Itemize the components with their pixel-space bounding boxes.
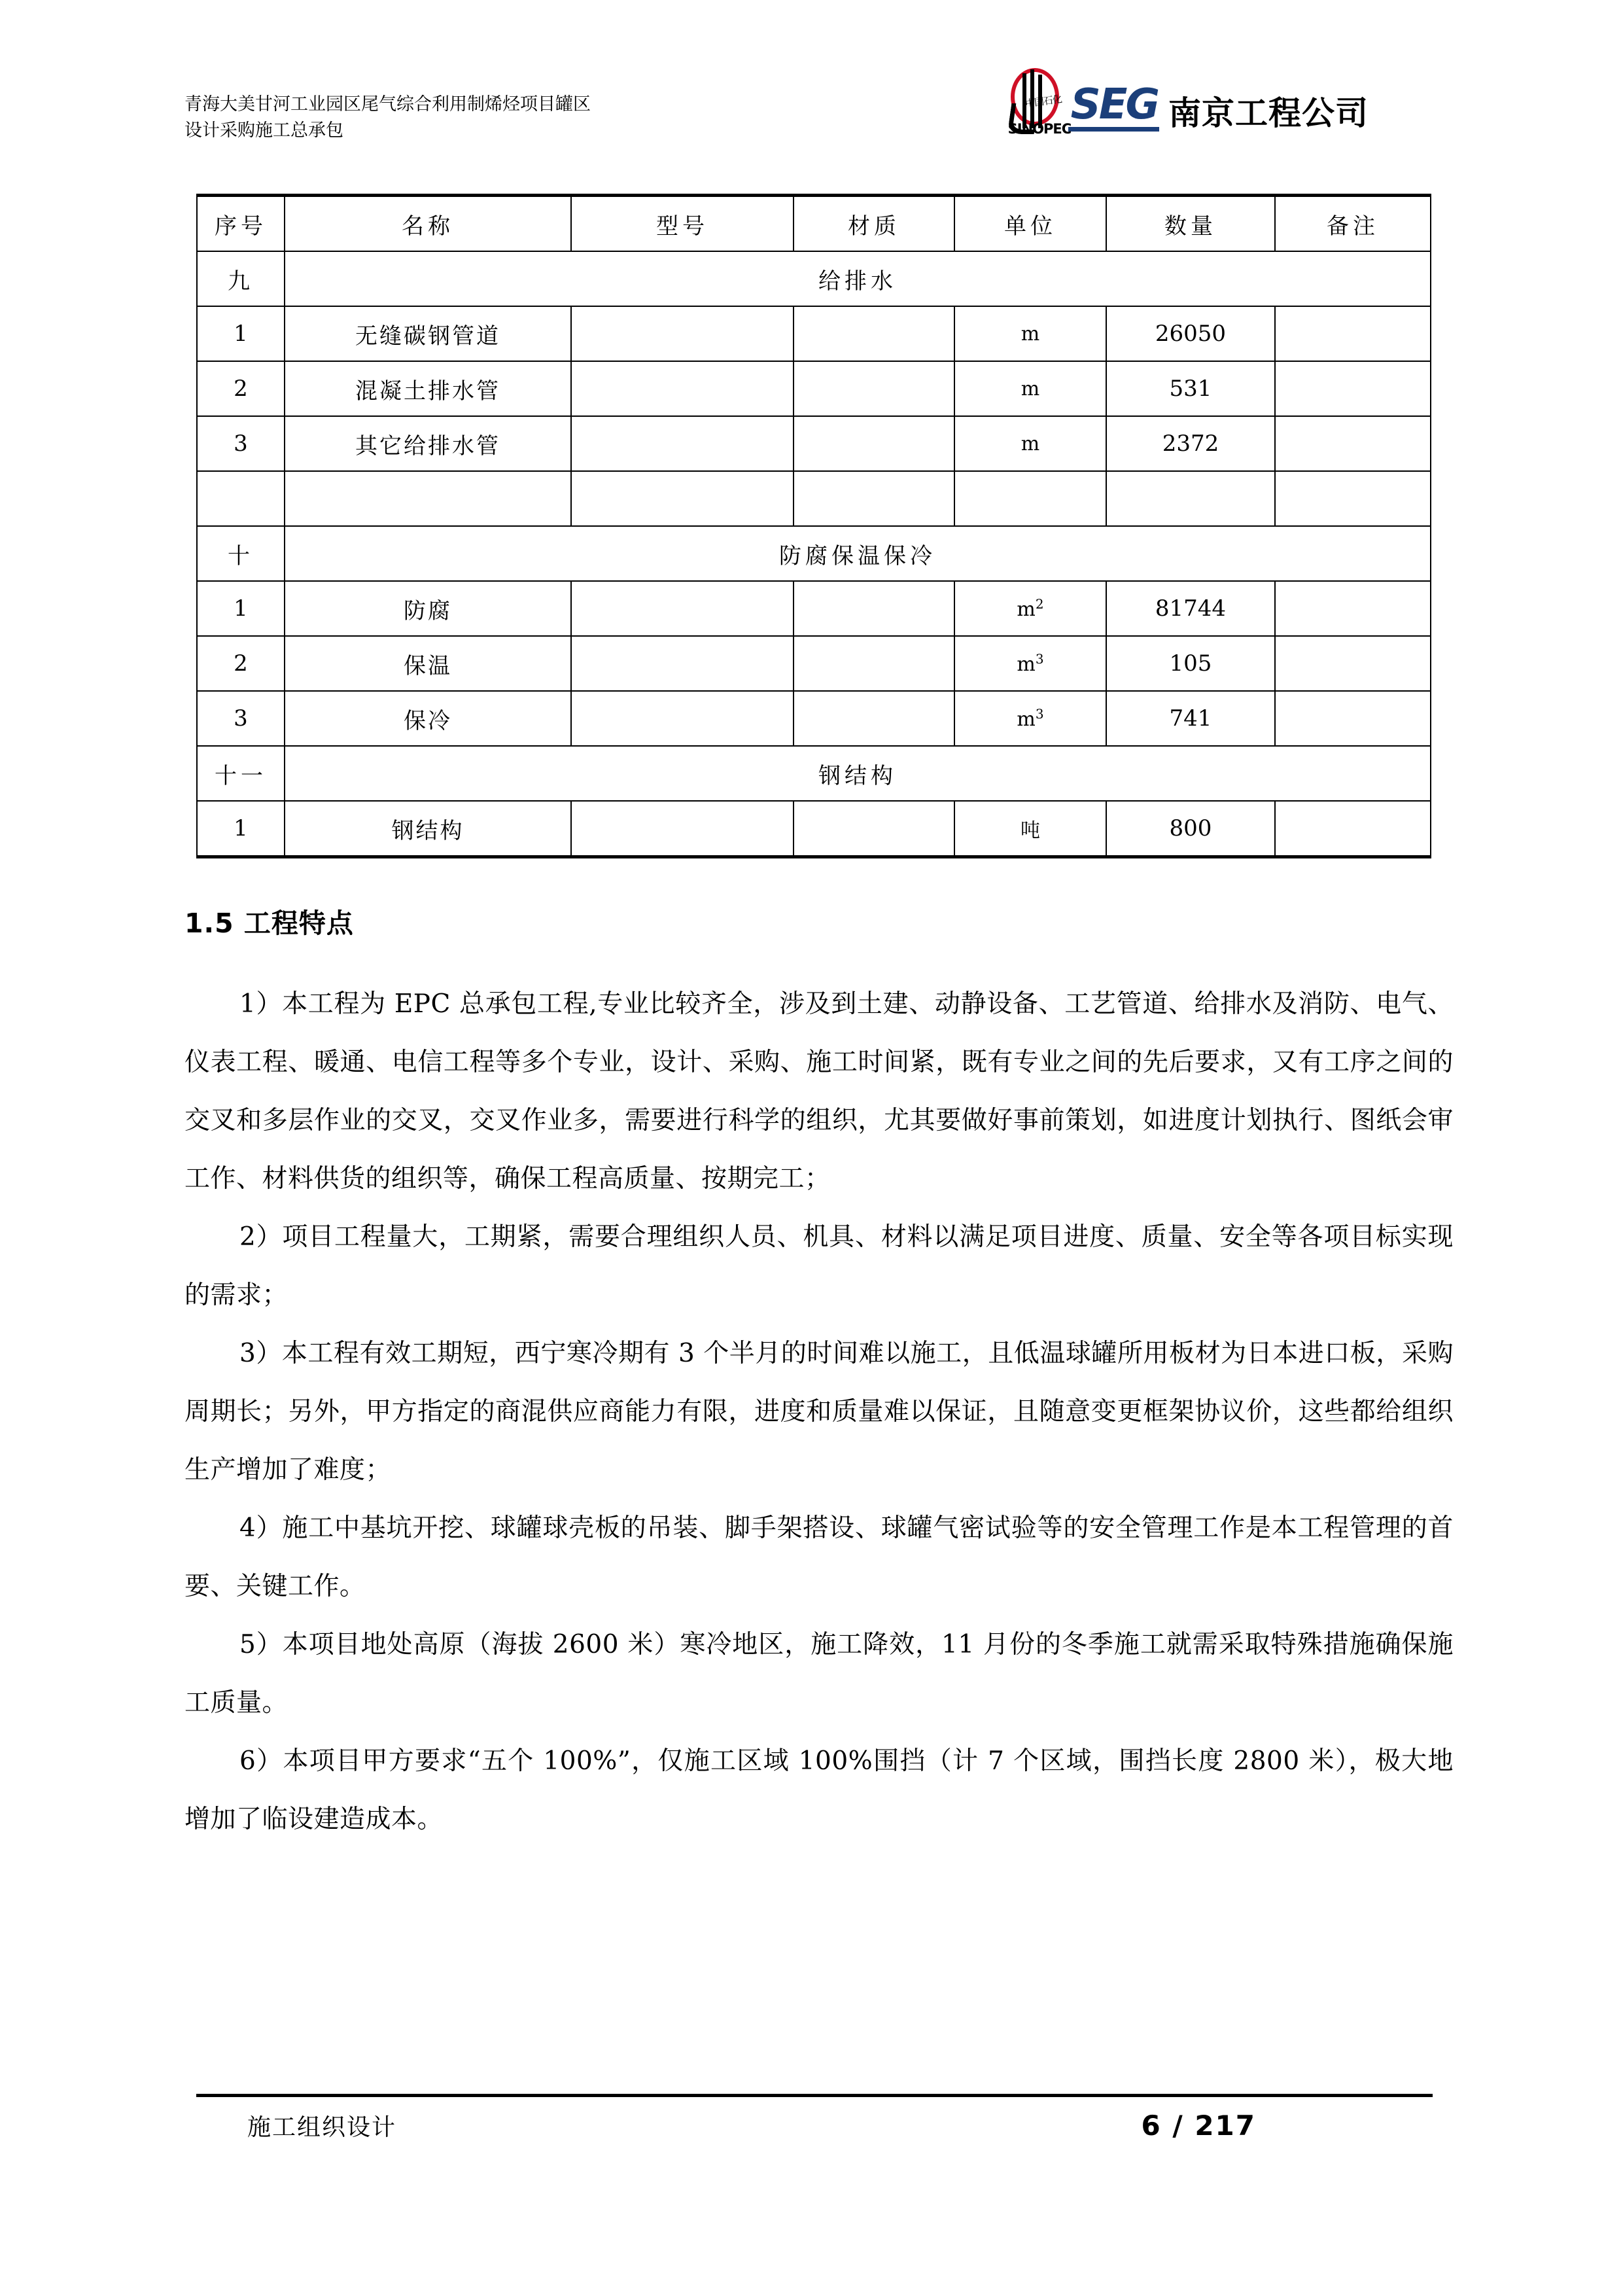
section-heading: 1.5 工程特点 xyxy=(184,908,354,939)
cell-unit: m xyxy=(954,416,1106,471)
cell-unit: 吨 xyxy=(954,801,1106,857)
cell-name: 无缝碳钢管道 xyxy=(285,306,571,361)
cell-material xyxy=(794,361,954,416)
table-row xyxy=(197,361,1431,416)
cell-name: 钢结构 xyxy=(285,801,571,857)
cell-material xyxy=(794,801,954,857)
cell-qty: 800 xyxy=(1106,801,1275,857)
table-row xyxy=(197,691,1431,746)
unit-text: m xyxy=(1017,598,1036,621)
cell-no xyxy=(197,471,285,526)
group-title: 防腐保温保冷 xyxy=(285,526,1431,581)
footer-document-name: 施工组织设计 xyxy=(247,2114,397,2141)
unit-text: m xyxy=(1017,708,1036,731)
cell-name: 保冷 xyxy=(285,691,571,746)
cell-name xyxy=(285,471,571,526)
group-no: 九 xyxy=(197,251,285,306)
cell-unit xyxy=(954,471,1106,526)
cell-qty: 741 xyxy=(1106,691,1275,746)
cell-model xyxy=(571,581,794,636)
group-no: 十 xyxy=(197,526,285,581)
cell-model xyxy=(571,416,794,471)
cell-material xyxy=(794,306,954,361)
paragraph-4: 4）施工中基坑开挖、球罐球壳板的吊装、脚手架搭设、球罐气密试验等的安全管理工作是本工程管理的首要、关键工作。 xyxy=(184,1513,1454,1601)
cell-remark xyxy=(1275,801,1431,857)
cell-no: 1 xyxy=(197,306,285,361)
section-body xyxy=(184,975,1454,1848)
cell-remark xyxy=(1275,416,1431,471)
cell-remark xyxy=(1275,691,1431,746)
unit-exponent: 3 xyxy=(1035,651,1044,667)
logo-company-name: 南京工程公司 xyxy=(1168,94,1369,132)
quantity-table xyxy=(196,194,1431,858)
paragraph-3: 3）本工程有效工期短，西宁寒冷期有 3 个半月的时间难以施工，且低温球罐所用板材为日本进口板，采购周期长；另外，甲方指定的商混供应商能力有限，进度和质量难以保证，且随意变更框架协议价，这些都给组织生产增加了难度； xyxy=(184,1339,1454,1485)
cell-name: 其它给排水管 xyxy=(285,416,571,471)
sinopec-seg-logo xyxy=(1005,65,1369,137)
header-project-title xyxy=(184,77,773,144)
group-no: 十一 xyxy=(197,746,285,801)
cell-model xyxy=(571,636,794,691)
cell-remark xyxy=(1275,361,1431,416)
cell-material xyxy=(794,691,954,746)
cell-no: 2 xyxy=(197,636,285,691)
page-header xyxy=(184,77,1447,144)
column-header-name: 名称 xyxy=(285,196,571,252)
cell-unit xyxy=(954,636,1106,691)
column-header-remark: 备注 xyxy=(1275,196,1431,252)
cell-no: 1 xyxy=(197,581,285,636)
column-header-model: 型号 xyxy=(571,196,794,252)
cell-unit xyxy=(954,691,1106,746)
table-row xyxy=(197,801,1431,857)
cell-material xyxy=(794,636,954,691)
cell-model xyxy=(571,691,794,746)
paragraph-2: 2）项目工程量大，工期紧，需要合理组织人员、机具、材料以满足项目进度、质量、安全等各项目标实现的需求； xyxy=(184,1222,1454,1310)
cell-unit: m xyxy=(954,306,1106,361)
header-title-line1: 青海大美甘河工业园区尾气综合利用制烯烃项目罐区 xyxy=(184,94,591,115)
cell-remark xyxy=(1275,471,1431,526)
cell-model xyxy=(571,306,794,361)
table-row xyxy=(197,416,1431,471)
unit-exponent: 3 xyxy=(1035,706,1044,722)
footer-page-number: 6 / 217 xyxy=(1141,2110,1256,2142)
cell-model xyxy=(571,471,794,526)
table-row xyxy=(197,306,1431,361)
cell-remark xyxy=(1275,636,1431,691)
paragraph-1: 1）本工程为 EPC 总承包工程,专业比较齐全，涉及到土建、动静设备、工艺管道、给排水及消防、电气、仪表工程、暖通、电信工程等多个专业，设计、采购、施工时间紧，既有专业之间的先后要求，又有工序之间的交叉和多层作业的交叉，交叉作业多，需要进行科学的组织，尤其要做好事前策划，如进度计划执行、图纸会审工作、材料供货的组织等，确保工程高质量、按期完工； xyxy=(184,989,1454,1193)
cell-name: 混凝土排水管 xyxy=(285,361,571,416)
column-header-no: 序号 xyxy=(197,196,285,252)
cell-material xyxy=(794,471,954,526)
cell-unit: m xyxy=(954,361,1106,416)
cell-qty: 26050 xyxy=(1106,306,1275,361)
cell-qty: 81744 xyxy=(1106,581,1275,636)
cell-remark xyxy=(1275,306,1431,361)
cell-no: 2 xyxy=(197,361,285,416)
cell-remark xyxy=(1275,581,1431,636)
table-group-row xyxy=(197,251,1431,306)
cell-material xyxy=(794,581,954,636)
cell-no: 1 xyxy=(197,801,285,857)
column-header-material: 材质 xyxy=(794,196,954,252)
table-row-empty xyxy=(197,471,1431,526)
table-group-row xyxy=(197,526,1431,581)
page-footer xyxy=(196,2094,1433,2142)
cell-qty: 531 xyxy=(1106,361,1275,416)
logo-sinopec-wordmark: SINOPEC xyxy=(1007,121,1072,137)
cell-unit xyxy=(954,581,1106,636)
unit-exponent: 2 xyxy=(1035,596,1044,612)
cell-name: 保温 xyxy=(285,636,571,691)
table-group-row xyxy=(197,746,1431,801)
cell-no: 3 xyxy=(197,691,285,746)
column-header-qty: 数量 xyxy=(1106,196,1275,252)
cell-no: 3 xyxy=(197,416,285,471)
table-row xyxy=(197,636,1431,691)
cell-model xyxy=(571,361,794,416)
paragraph-5: 5）本项目地处高原（海拔 2600 米）寒冷地区，施工降效，11 月份的冬季施工就需采取特殊措施确保施工质量。 xyxy=(184,1630,1454,1718)
logo-seg-wordmark: SEG xyxy=(1068,84,1159,132)
column-header-unit: 单位 xyxy=(954,196,1106,252)
paragraph-6: 6）本项目甲方要求“五个 100%”，仅施工区域 100%围挡（计 7 个区域，围挡长度 2800 米），极大地增加了临设建造成本。 xyxy=(184,1746,1454,1834)
cell-qty: 105 xyxy=(1106,636,1275,691)
cell-qty xyxy=(1106,471,1275,526)
cell-name: 防腐 xyxy=(285,581,571,636)
logo-chinese-mark: 中国石化 xyxy=(1024,93,1062,110)
group-title: 钢结构 xyxy=(285,746,1431,801)
header-title-line2: 设计采购施工总承包 xyxy=(184,120,343,141)
group-title: 给排水 xyxy=(285,251,1431,306)
unit-text: m xyxy=(1017,653,1036,676)
cell-qty: 2372 xyxy=(1106,416,1275,471)
table-header-row xyxy=(197,196,1431,252)
cell-material xyxy=(794,416,954,471)
cell-model xyxy=(571,801,794,857)
table-row xyxy=(197,581,1431,636)
sinopec-logo-icon xyxy=(1005,65,1072,137)
quantity-table-body xyxy=(197,196,1431,857)
